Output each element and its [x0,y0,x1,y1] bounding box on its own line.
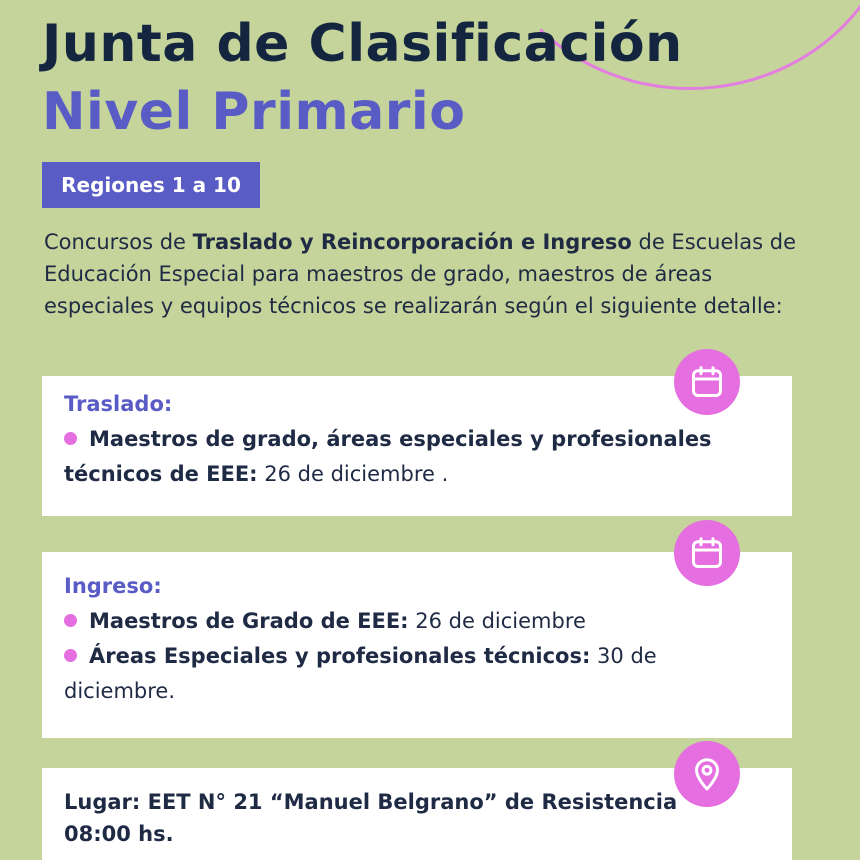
list-item [64,422,772,492]
calendar-icon [674,520,740,586]
calendar-icon [674,349,740,415]
intro-bold: Traslado y Reincorporación e Ingreso [192,230,632,254]
item-text: 26 de diciembre . [257,462,449,486]
item-bold: Áreas Especiales y profesionales técnicos: [89,644,591,668]
page-title: Junta de Clasificación [42,14,683,74]
list-item [64,639,772,709]
regions-badge: Regiones 1 a 10 [42,162,260,208]
intro-text-2: de Escuelas de Educación Especial para maestros de grado, maestros de áreas especiales y equipos técnicos se realizarán según el siguiente detalle: [44,230,796,318]
item-bold: Maestros de grado, áreas especiales y profesionales técnicos de EEE: [64,427,712,486]
page-subtitle: Nivel Primario [42,82,466,142]
intro-text-1: Concursos de [44,230,193,254]
time-line: 08:00 hs. [64,822,174,846]
bullet-dot [64,432,77,445]
list-item [64,604,772,639]
item-text: 26 de diciembre [408,609,586,633]
location-line: Lugar: EET N° 21 “Manuel Belgrano” de Resistencia [64,790,678,814]
intro-paragraph [44,226,824,322]
ingreso-title: Ingreso: [64,574,162,598]
location-pin-icon [674,741,740,807]
item-text: 30 de diciembre. [64,644,657,703]
bullet-dot [64,614,77,627]
traslado-title: Traslado: [64,392,173,416]
ingreso-card [42,552,792,738]
bullet-dot [64,649,77,662]
item-bold: Maestros de Grado de EEE: [89,609,409,633]
